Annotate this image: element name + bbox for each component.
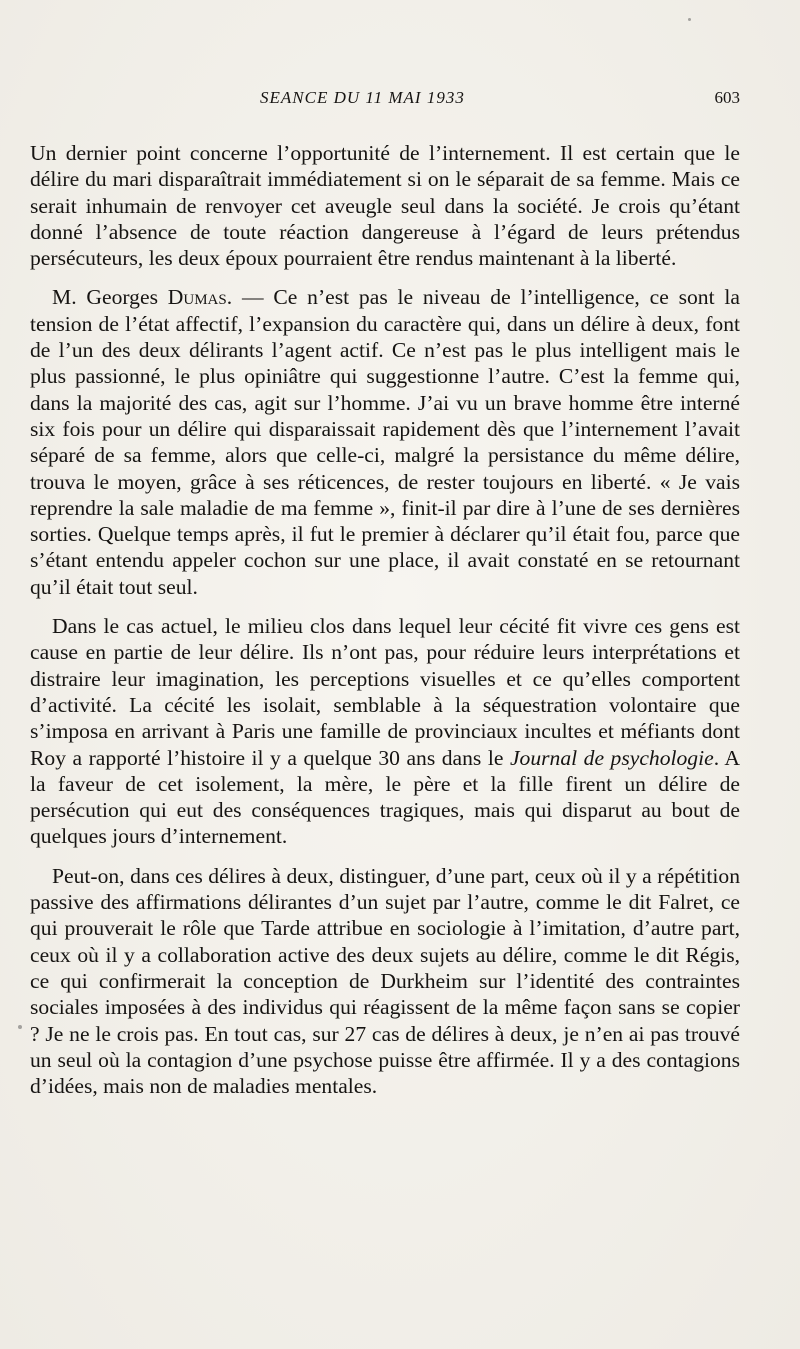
speaker-name: Dumas: [167, 285, 227, 310]
running-title: SEANCE DU 11 MAI 1933: [260, 88, 465, 107]
paragraph-current-case: [30, 613, 740, 850]
running-header: [30, 88, 740, 112]
current-case-text-before: Dans le cas actuel, le milieu clos dans lequel leur cécité fit vivre ces gens est cause en partie de leur délire. Ils n’ont pas, pour réduire leurs interprétations et distraire leur imagination, les perceptions visuelles et ce qu’elles comportent d’activité. La cécité les isolait, semblable à la séquestration volontaire que s’imposa en arrivant à Paris une famille de provinciaux incultes et méfiants dont Roy a rapporté l’histoire il y a quelque 30 ans dans le: [30, 614, 740, 770]
current-case-text-after: . A la faveur de cet isolement, la mère, le père et la fille firent un délire de persécution qui eut des conséquences tragiques, mais qui disparut au bout de quelques jours d’internement.: [30, 745, 741, 849]
scan-speck: [688, 18, 691, 21]
paragraph-internment: Un dernier point concerne l’opportunité de l’internement. Il est certain que le délire du mari disparaîtrait immédiatement si on le séparait de sa femme. Mais ce serait inhumain de renvoyer cet aveugle seul dans la société. Je crois qu’étant donné l’absence de toute réaction dangereuse à l’égard de leurs prétendus persécuteurs, les deux époux pourraient être rendus maintenant à la liberté.: [30, 141, 740, 271]
page-number: 603: [714, 88, 740, 107]
paragraph-contagion: Peut-on, dans ces délires à deux, distinguer, d’une part, ceux où il y a répétition passive des affirmations délirantes d’un sujet par l’autre, comme le dit Falret, ce qui prouverait le rôle que Tarde attribue en sociologie à l’imitation, d’autre part, ceux où il y a collaboration active des deux sujets au délire, comme le dit Régis, ce qui confirmerait la conception de Durkheim sur l’identité des contraintes sociales imposées à des individus qui réagissent de la même façon sans se copier ? Je ne le crois pas. En tout cas, sur 27 cas de délires à deux, je n’en ai pas trouvé un seul où la contagion d’une psychose puisse être affirmée. Il y a des contagions d’idées, mais non de maladies mentales.: [30, 863, 740, 1099]
scan-speck: [18, 1025, 22, 1029]
paragraph-dumas-remarks: [30, 284, 740, 600]
dumas-statement: . — Ce n’est pas le niveau de l’intelligence, ce sont la tension de l’état affectif, l’expansion du caractère qui, dans un délire à deux, font de l’un des deux délirants l’agent actif. Ce n’est pas le plus intelligent mais le plus passionné, le plus opiniâtre qui suggestionne l’autre. C’est la femme qui, dans la majorité des cas, agit sur l’homme. J’ai vu un brave homme être interné six fois pour un délire qui disparaissait rapidement dès que l’internement l’avait séparé de sa femme, alors que celle-ci, malgré la persistance du même délire, trouva le moyen, grâce à ses réticences, de rester toujours en liberté. « Je vais reprendre la sale maladie de ma femme », finit-il par dire à l’une de ses dernières sorties. Quelque temps après, il fut le premier à déclarer qu’il était fou, parce que s’étant entendu appeler cochon sur une place, il avait constaté en se retournant qu’il était tout seul.: [30, 285, 740, 599]
body-text: [30, 140, 740, 1112]
journal-title: Journal de psychologie: [509, 745, 714, 770]
speaker-prefix: M. Georges: [52, 285, 168, 310]
